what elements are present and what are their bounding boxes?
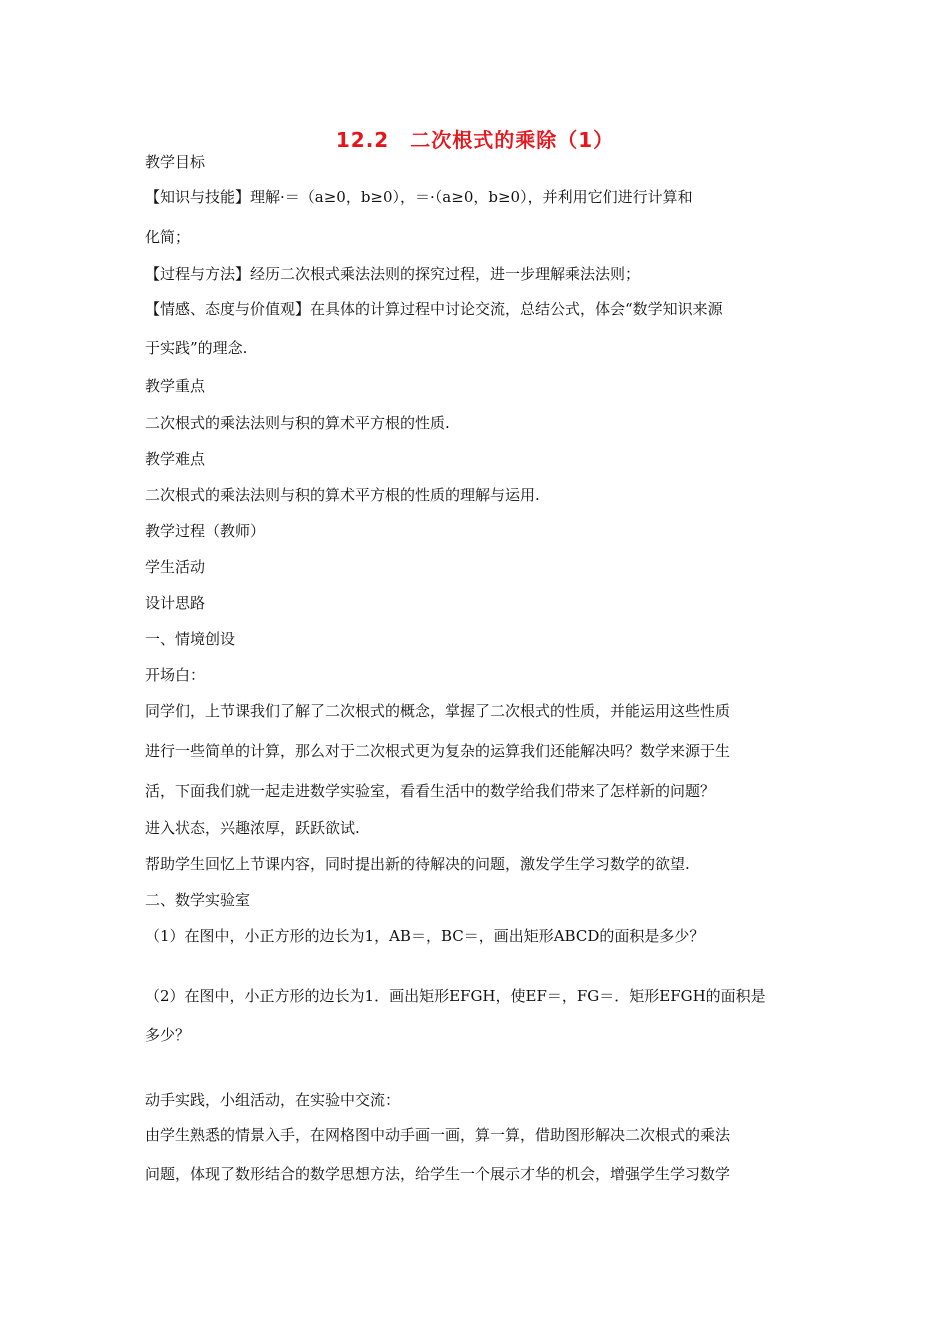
text-line: 设计思路 [145,594,206,612]
text-line: 问题，体现了数形结合的数学思想方法，给学生一个展示才华的机会，增强学生学习数学 [145,1165,731,1183]
text-line: 于实践”的理念. [145,339,248,357]
text-line: （1）在图中，小正方形的边长为1，AB＝，BC＝，画出矩形ABCD的面积是多少？ [145,927,705,945]
text-line: 帮助学生回忆上节课内容，同时提出新的待解决的问题，激发学生学习数学的欲望. [145,855,690,873]
text-line: 二、数学实验室 [145,891,251,909]
text-line: 多少？ [145,1026,191,1044]
text-line: 【过程与方法】经历二次根式乘法法则的探究过程，进一步理解乘法法则； [145,265,641,283]
text-line: 由学生熟悉的情景入手，在网格图中动手画一画，算一算，借助图形解决二次根式的乘法 [145,1126,731,1144]
text-line: 进入状态，兴趣浓厚，跃跃欲试. [145,819,360,837]
text-line: 活，下面我们就一起走进数学实验室，看看生活中的数学给我们带来了怎样新的问题？ [145,782,716,800]
text-line: 同学们，上节课我们了解了二次根式的概念，掌握了二次根式的性质，并能运用这些性质 [145,702,731,720]
text-line: 一、情境创设 [145,630,236,648]
text-line: 学生活动 [145,558,206,576]
text-line: 【知识与技能】理解·＝（a≥0，b≥0），＝·（a≥0，b≥0），并利用它们进行计算和 [145,188,693,206]
text-line: 教学过程（教师） [145,522,266,540]
text-line: 【情感、态度与价值观】在具体的计算过程中讨论交流，总结公式，体会“数学知识来源 [145,300,723,318]
text-line: 化简； [145,228,191,246]
text-line: 教学重点 [145,377,206,395]
document-title: 12.2 二次根式的乘除（1） [335,128,615,152]
text-line: 二次根式的乘法法则与积的算术平方根的性质的理解与运用. [145,486,540,504]
text-line: 开场白： [145,666,206,684]
text-line: 教学难点 [145,450,206,468]
text-line: 动手实践，小组活动，在实验中交流： [145,1091,401,1109]
text-line: 进行一些简单的计算，那么对于二次根式更为复杂的运算我们还能解决吗？数学来源于生 [145,742,731,760]
text-line: （2）在图中，小正方形的边长为1．画出矩形EFGH，使EF＝，FG＝．矩形EFGH的面积是 [145,987,766,1005]
text-line: 二次根式的乘法法则与积的算术平方根的性质. [145,414,450,432]
text-line: 教学目标 [145,153,206,171]
